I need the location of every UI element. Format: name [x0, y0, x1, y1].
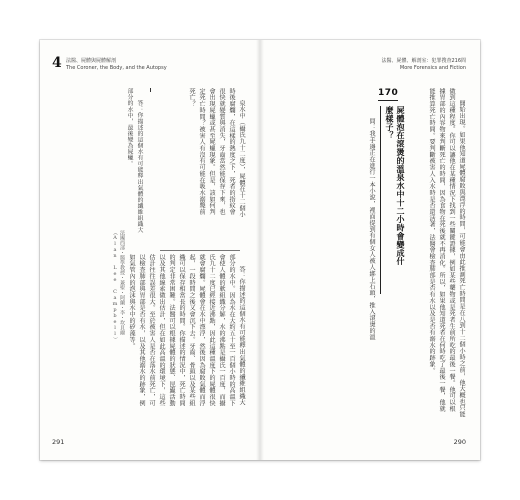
page-number-left: 291 [52, 438, 65, 446]
right-page [260, 40, 480, 460]
chapter-number: 4 [52, 55, 62, 71]
right-running-head [381, 58, 466, 72]
book-spread [40, 40, 480, 460]
quote-attribution: 法國西部・醫學教授・兼聖・阿蘭・李・坎貝爾（Alan Lee Campbell） [112, 230, 125, 342]
left-running-head-zh: 法醫、屍體與屍體解剖 [66, 58, 117, 64]
right-body-paragraph: 開始出現。如果他知道屍體腐敗與漂浮的時間，可能會由此推測死亡時間是在八到十二個小時之前，他大概也只能做到這種程度。你可以讓他在某種情況下找到一些關鍵證據，例如某些藥物或是死者生前所吃的最後一餐。他可以根據胃部的內容物來判斷死亡的時間，因為食物在死後就不再消化。所以，如果他知道死者在何時吃了最後一餐，他就能推算死亡時間。要判斷被害人入水時是否還活著，法醫會檢查肺部是否有水以及是否有溺水的跡象。 [428, 88, 465, 418]
left-running-head-en: The Coroner, the Body, and the Autopsy [66, 64, 167, 71]
right-running-head-zh: 法醫、屍體、解剖室：犯罪搜查216問 [381, 58, 466, 64]
left-body-text [188, 88, 246, 218]
page-number-right: 290 [453, 438, 466, 446]
answer-text [50, 254, 246, 408]
left-body-paragraph: 泉水中（攝氏九十二度），屍體在十二個小時後腐爛，在這樣的熱度之下，死者的指紋會很快就變質與消失，牙齒當然能保存下來，也會出現屍蠟或甚至屍蠟現象。但是，該如何判定死亡時間？被害人有沒有可能在吸水溺斃前死亡？ [188, 88, 245, 218]
pull-quote [114, 88, 144, 238]
question-number: 170 [378, 88, 398, 101]
right-running-head-en: More Forensics and Fiction [399, 64, 466, 71]
question-text [360, 106, 376, 406]
section-divider [160, 250, 240, 251]
left-page [40, 40, 260, 460]
question-rule [380, 106, 381, 294]
left-running-head [52, 55, 167, 72]
question-title: 屍體泡在滾燙的溫泉水中十二小時會變成什麼樣子？ [385, 106, 405, 266]
right-body-text [398, 88, 466, 418]
answer-paragraph: 答：你描述的這個水有可能釋出氣體的纖維組織大部分的水中。因為水在大約五十至一百個小時的高溫下會使人體的軟組織分解，水的沸點是攝氏一百度，而攝氏九十二度已經接近沸點，因此這種溫度下的屍體很快就會腐爛。屍體會在水中漂浮，然後因為腐敗氣體而浮起，一段時間之後又會沉下去。牙齒、骨頭以及某些組織可以保存相當長的時間。你描述的情況中，死亡時間的判定非常困難。法醫可以根據屍體的狀態、昆蟲活動以及其他線索做出估計，但在如此高溫的環境下，這些估計往往誤差很大。至於被害人是否在落水前死亡，可以檢查肺部與胃部是否有水，以及其他溺水的跡象，例如氣管內的泡沫與水中的矽藻等。 [128, 254, 245, 407]
pull-quote-text: 答：你描述的這個水有可能釋出氣體的纖維組織大部分的水中，最後變為屍蠟。 [126, 88, 142, 233]
quote-rule [150, 88, 151, 92]
question-paragraph: 問：我手邊正在進行一本小說，裡面提到有個女人被人綁上石頭，推入滾燙的溫 [368, 118, 375, 341]
